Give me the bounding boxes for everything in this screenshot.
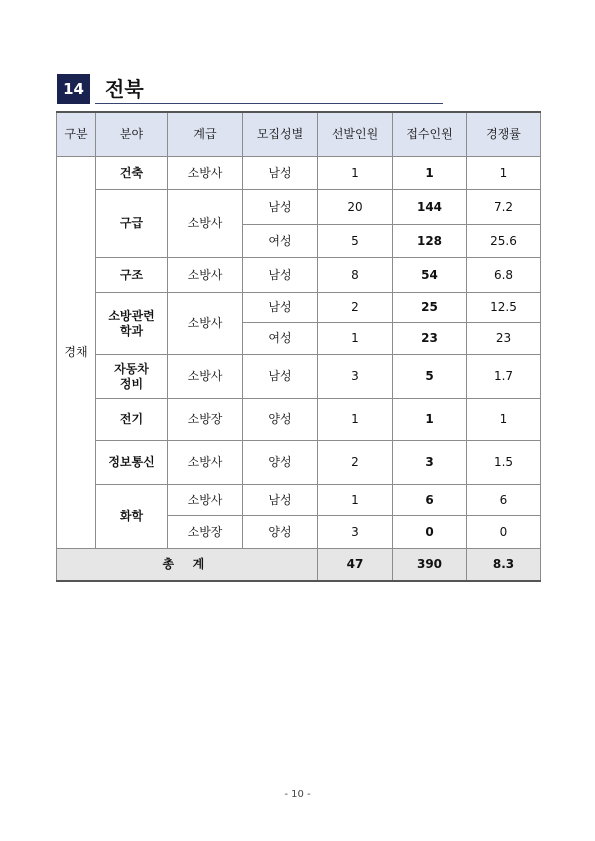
rank-cell: 소방사 <box>168 258 243 293</box>
field-cell: 정보통신 <box>96 441 168 485</box>
rank-cell: 소방장 <box>168 399 243 441</box>
ratio-cell: 1 <box>467 399 541 441</box>
applied-cell: 23 <box>393 323 467 355</box>
applied-cell: 1 <box>393 157 467 190</box>
gender-cell: 양성 <box>243 441 318 485</box>
field-cell: 건축 <box>96 157 168 190</box>
selected-cell: 3 <box>318 516 393 549</box>
selected-cell: 20 <box>318 190 393 225</box>
applied-cell: 3 <box>393 441 467 485</box>
applied-cell: 144 <box>393 190 467 225</box>
selected-cell: 2 <box>318 441 393 485</box>
table-row <box>57 293 541 323</box>
field-cell <box>96 355 168 399</box>
header-selected: 선발인원 <box>318 112 393 157</box>
total-applied: 390 <box>393 549 467 582</box>
table-header-row <box>57 112 541 157</box>
selected-cell: 1 <box>318 157 393 190</box>
ratio-cell: 6 <box>467 485 541 516</box>
selected-cell: 1 <box>318 323 393 355</box>
table-row <box>57 157 541 190</box>
gender-cell: 남성 <box>243 258 318 293</box>
recruitment-table <box>56 111 541 582</box>
rank-cell: 소방사 <box>168 485 243 516</box>
rank-cell: 소방사 <box>168 355 243 399</box>
category-cell: 경채 <box>57 157 96 549</box>
applied-cell: 54 <box>393 258 467 293</box>
gender-cell: 남성 <box>243 157 318 190</box>
selected-cell: 1 <box>318 485 393 516</box>
gender-cell: 남성 <box>243 190 318 225</box>
ratio-cell: 25.6 <box>467 225 541 258</box>
rank-cell: 소방사 <box>168 190 243 258</box>
ratio-cell: 1 <box>467 157 541 190</box>
total-row <box>57 549 541 582</box>
gender-cell: 여성 <box>243 225 318 258</box>
table-row <box>57 441 541 485</box>
table-row <box>57 355 541 399</box>
applied-cell: 6 <box>393 485 467 516</box>
applied-cell: 5 <box>393 355 467 399</box>
header-field: 분야 <box>96 112 168 157</box>
gender-cell: 남성 <box>243 485 318 516</box>
selected-cell: 2 <box>318 293 393 323</box>
ratio-cell: 12.5 <box>467 293 541 323</box>
header-rank: 계급 <box>168 112 243 157</box>
field-cell: 전기 <box>96 399 168 441</box>
rank-cell: 소방사 <box>168 293 243 355</box>
header-applied: 접수인원 <box>393 112 467 157</box>
selected-cell: 1 <box>318 399 393 441</box>
applied-cell: 0 <box>393 516 467 549</box>
section-number-badge: 14 <box>57 74 90 104</box>
rank-cell: 소방장 <box>168 516 243 549</box>
total-label: 총 계 <box>57 549 318 582</box>
field-cell <box>96 293 168 355</box>
page-number: - 10 - <box>284 789 311 800</box>
header-category: 구분 <box>57 112 96 157</box>
section-title-underline <box>95 103 443 104</box>
ratio-cell: 7.2 <box>467 190 541 225</box>
total-ratio: 8.3 <box>467 549 541 582</box>
field-line: 소방관련 <box>108 308 155 323</box>
ratio-cell: 23 <box>467 323 541 355</box>
rank-cell: 소방사 <box>168 157 243 190</box>
ratio-cell: 1.7 <box>467 355 541 399</box>
rank-cell: 소방사 <box>168 441 243 485</box>
field-line: 학과 <box>119 323 144 338</box>
table-row <box>57 485 541 516</box>
selected-cell: 3 <box>318 355 393 399</box>
table-row <box>57 190 541 225</box>
field-cell: 구급 <box>96 190 168 258</box>
table-row <box>57 399 541 441</box>
gender-cell: 양성 <box>243 516 318 549</box>
field-cell: 구조 <box>96 258 168 293</box>
ratio-cell: 0 <box>467 516 541 549</box>
ratio-cell: 6.8 <box>467 258 541 293</box>
field-line: 자동차 <box>114 361 149 376</box>
table-row <box>57 258 541 293</box>
applied-cell: 128 <box>393 225 467 258</box>
selected-cell: 5 <box>318 225 393 258</box>
field-line: 정비 <box>119 376 144 391</box>
header-ratio: 경쟁률 <box>467 112 541 157</box>
selected-cell: 8 <box>318 258 393 293</box>
gender-cell: 양성 <box>243 399 318 441</box>
gender-cell: 남성 <box>243 355 318 399</box>
gender-cell: 여성 <box>243 323 318 355</box>
applied-cell: 25 <box>393 293 467 323</box>
ratio-cell: 1.5 <box>467 441 541 485</box>
header-gender: 모집성별 <box>243 112 318 157</box>
applied-cell: 1 <box>393 399 467 441</box>
total-selected: 47 <box>318 549 393 582</box>
field-cell: 화학 <box>96 485 168 549</box>
section-title: 전북 <box>105 77 144 101</box>
gender-cell: 남성 <box>243 293 318 323</box>
